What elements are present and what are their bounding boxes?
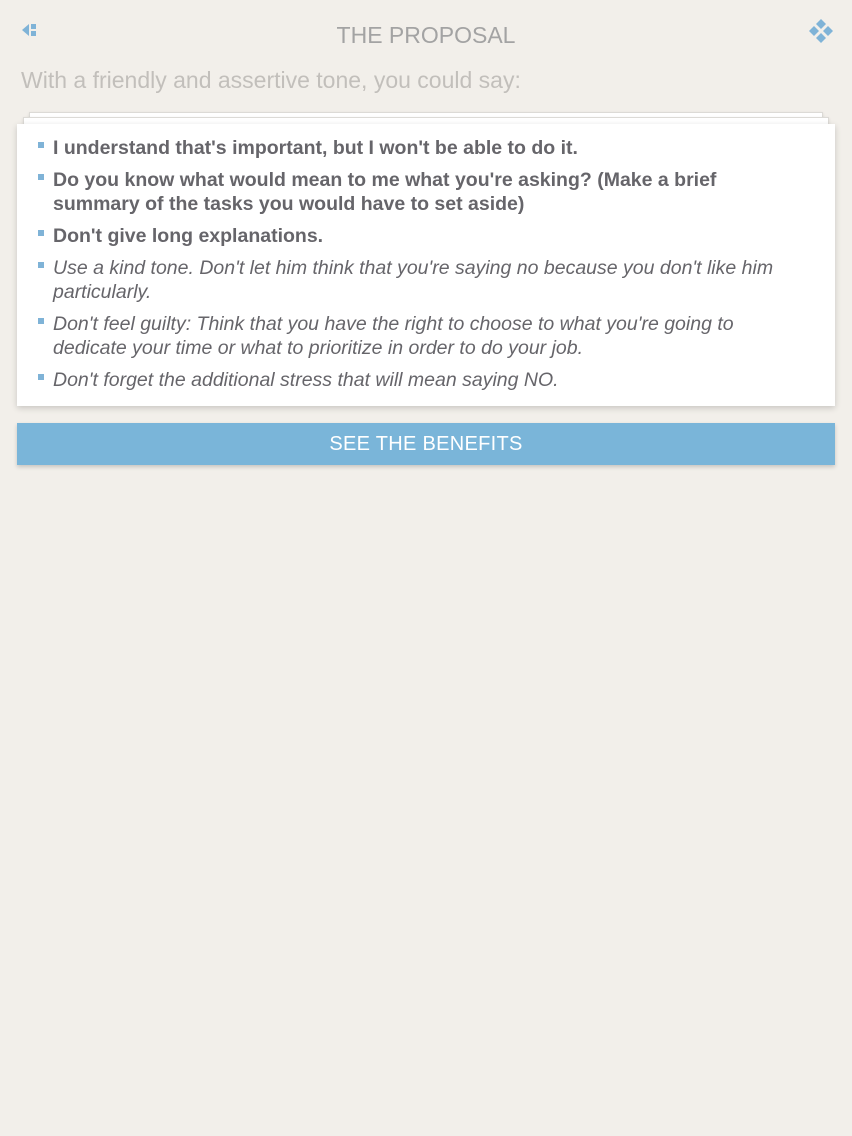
square-bullet-icon: [38, 374, 44, 380]
square-bullet-icon: [38, 318, 44, 324]
tip-item: [17, 368, 805, 392]
header: [0, 0, 852, 70]
tip-text: Do you know what would mean to me what you're asking? (Make a brief summary of the tasks you would have to set aside): [53, 169, 717, 215]
tip-item: [17, 136, 805, 160]
square-bullet-icon: [38, 262, 44, 268]
tip-item: [17, 256, 805, 304]
diamond-grid-icon[interactable]: [808, 18, 834, 44]
tip-item: [17, 312, 805, 360]
tips-list: [17, 124, 835, 392]
tip-text: Don't feel guilty: Think that you have the right to choose to what you're going to dedicate your time or what to prioritize in order to do your job.: [53, 313, 734, 359]
subtitle: With a friendly and assertive tone, you could say:: [21, 67, 521, 93]
square-bullet-icon: [38, 142, 44, 148]
tip-item: [17, 224, 805, 248]
tip-text: Use a kind tone. Don't let him think that you're saying no because you don't like him particularly.: [53, 257, 774, 303]
see-benefits-button[interactable]: SEE THE BENEFITS: [17, 423, 835, 465]
square-bullet-icon: [38, 230, 44, 236]
tips-card-stack: [17, 112, 835, 406]
tips-card: [17, 124, 835, 406]
tip-text: Don't give long explanations.: [53, 225, 324, 247]
tip-text: I understand that's important, but I won't be able to do it.: [53, 137, 578, 159]
tip-text: Don't forget the additional stress that will mean saying NO.: [53, 369, 559, 391]
tip-item: [17, 168, 805, 216]
square-bullet-icon: [38, 174, 44, 180]
page-title: THE PROPOSAL: [336, 22, 516, 48]
